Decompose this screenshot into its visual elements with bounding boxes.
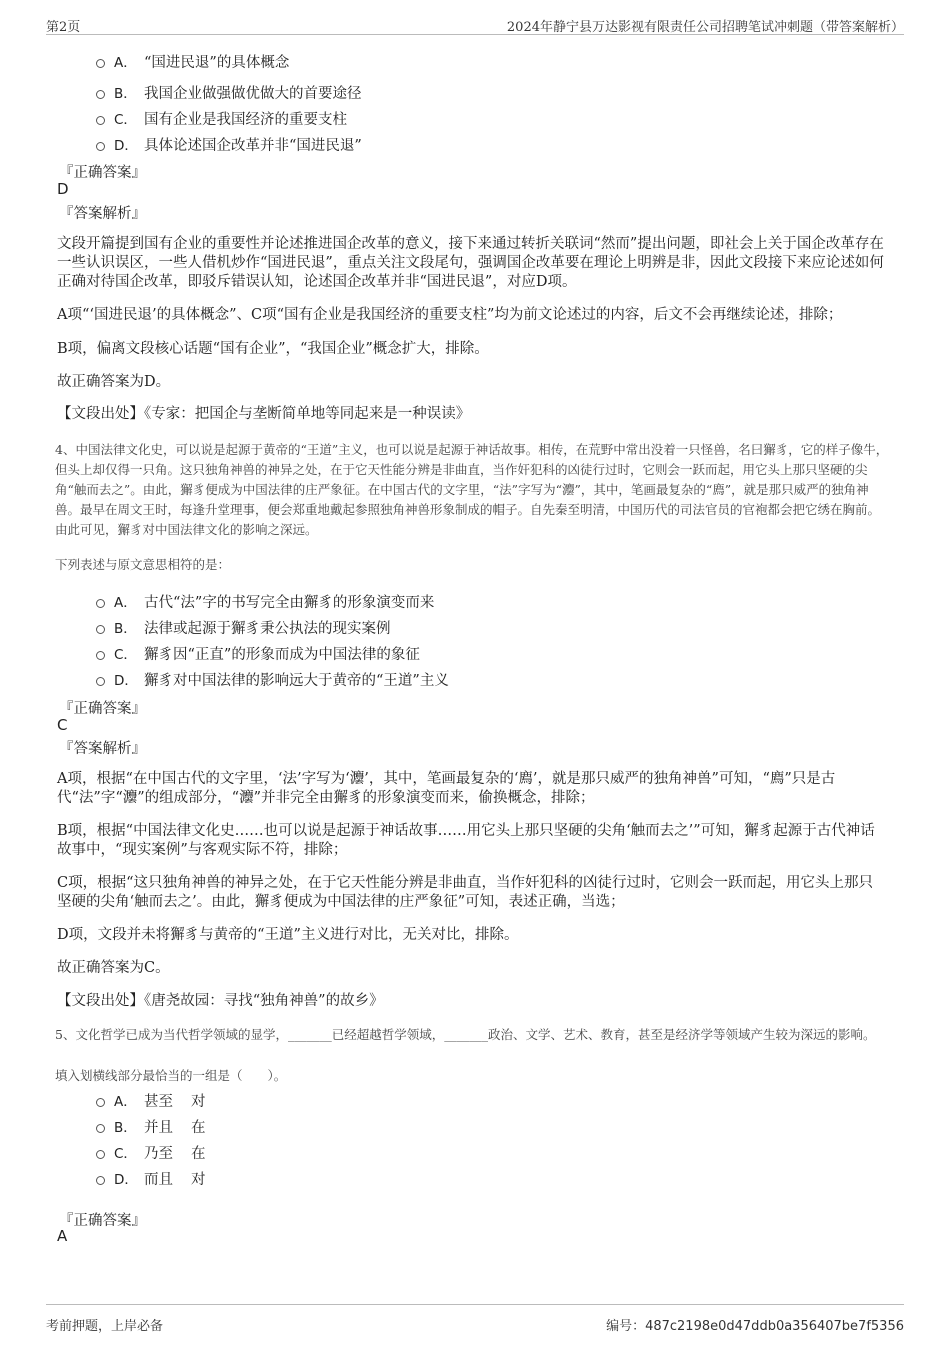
document-title: 2024年静宁县万达影视有限责任公司招聘笔试冲刺题（带答案解析） [506,20,904,35]
q5-prompt: 填入划横线部分最恰当的一组是（ ）。 [55,1068,287,1083]
page-header [46,12,904,35]
q3-option-c[interactable]: C． 国有企业是我国经济的重要支柱 [96,108,347,129]
q5-option-d[interactable]: D． 而且 对 [96,1168,206,1189]
radio-icon[interactable] [96,1150,105,1159]
q4-analysis-label: 『答案解析』 [59,741,146,757]
footer-slogan: 考前押题，上岸必备 [46,1319,164,1334]
q4-option-b[interactable]: B． 法律或起源于獬豸秉公执法的现实案例 [96,617,391,638]
radio-icon[interactable] [96,116,105,125]
radio-icon[interactable] [96,1176,105,1185]
q4-prompt: 下列表述与原文意思相符的是： [55,557,231,572]
q4-option-c[interactable]: C． 獬豸因“正直”的形象而成为中国法律的象征 [96,643,420,664]
q4-source: 【文段出处】《唐尧故园：寻找“独角神兽”的故乡》 [57,993,384,1009]
q3-analysis-2: A项“‘国进民退’的具体概念”、C项“国有企业是我国经济的重要支柱”均为前文论述过的内容，后文不会再继续论述，排除； [57,307,843,323]
radio-icon[interactable] [96,1124,105,1133]
q4-analysis-conclusion: 故正确答案为C。 [57,960,170,976]
q3-option-a[interactable]: A． “国进民退”的具体概念 [96,51,289,72]
radio-icon[interactable] [96,677,105,686]
q4-analysis-d: D项，文段并未将獬豸与黄帝的“王道”主义进行对比，无关对比，排除。 [57,927,519,943]
radio-icon[interactable] [96,625,105,634]
page-footer [46,1304,904,1335]
q4-analysis-b: B项，根据“中国法律文化史……也可以说是起源于神话故事……用它头上那只坚硬的尖角‘触而去之’”可知，獬豸起源于古代神话故事中，“现实案例”与客观实际不符，排除； [57,823,875,858]
q5-answer: A [57,1227,68,1245]
radio-icon[interactable] [96,59,105,68]
q4-analysis-c: C项，根据“这只独角神兽的神异之处，在于它天性能分辨是非曲直，当作奸犯科的凶徒行过时，它则会一跃而起，用它头上那只坚硬的尖角‘触而去之’。由此，獬豸便成为中国法律的庄严象征”可知，表述正确，当选； [57,875,874,910]
q5-option-b[interactable]: B． 并且 在 [96,1116,206,1137]
q3-answer: D [57,180,69,198]
document-code: 编号：487c2198e0d47ddb0a356407be7f5356 [606,1319,904,1334]
q5-passage: 5、文化哲学已成为当代哲学领域的显学，_______已经超越哲学领域，_______政治、文学、艺术、教育，甚至是经济学等领域产生较为深远的影响。 [55,1027,876,1042]
q5-option-c[interactable]: C． 乃至 在 [96,1142,206,1163]
q4-option-a[interactable]: A． 古代“法”字的书写完全由獬豸的形象演变而来 [96,591,434,612]
q4-analysis-a: A项，根据“在中国古代的文字里，‘法’字写为‘灋’，其中，笔画最复杂的‘廌’，就是那只威严的独角神兽”可知，“廌”只是古代“法”字“灋”的组成部分，“灋”并非完全由獬豸的形象演变而来，偷换概念，排除； [57,771,836,806]
q3-analysis-3: B项，偏离文段核心话题“国有企业”，“我国企业”概念扩大，排除。 [57,341,489,357]
q3-option-b[interactable]: B． 我国企业做强做优做大的首要途径 [96,82,362,103]
q4-answer-label: 『正确答案』 [59,701,146,717]
radio-icon[interactable] [96,142,105,151]
q3-option-d[interactable]: D． 具体论述国企改革并非“国进民退” [96,134,362,155]
q5-option-a[interactable]: A． 甚至 对 [96,1090,206,1111]
q3-analysis-4: 故正确答案为D。 [57,374,171,390]
q4-answer: C [57,716,68,734]
radio-icon[interactable] [96,90,105,99]
q4-passage: 4、中国法律文化史，可以说是起源于黄帝的“王道”主义，也可以说是起源于神话故事。相传，在荒野中常出没着一只怪兽，名曰獬豸，它的样子像牛，但头上却仅得一只角。这只独角神兽的神异之处，在于它天性能分辨是非曲直，当作奸犯科的凶徒行过时，它则会一跃而起，用它头上那只坚硬的尖角“触而去之”。由此，獬豸便成为中国法律的庄严象征。在中国古代的文字里，“法”字写为“灋”，其中，笔画最复杂的“廌”，就是那只威严的独角神兽。最早在周文王时，每逢升堂理事，便会郑重地戴起参照独角神兽形象制成的帽子。自先秦至明清，中国历代的司法官员的官袍都会把它绣在胸前。由此可见，獬豸对中国法律文化的影响之深远。 [55,442,889,537]
q4-option-d[interactable]: D． 獬豸对中国法律的影响远大于黄帝的“王道”主义 [96,669,449,690]
q3-analysis-label: 『答案解析』 [59,206,146,222]
page-number: 第2页 [46,20,81,35]
radio-icon[interactable] [96,599,105,608]
q3-analysis-1: 文段开篇提到国有企业的重要性并论述推进国企改革的意义，接下来通过转折关联词“然而”提出问题，即社会上关于国企改革存在一些认识误区，一些人借机炒作“国进民退”，重点关注文段尾句，强调国企改革要在理论上明辨是非，因此文段接下来应论述如何正确对待国企改革，即驳斥错误认知，论述国企改革并非“国进民退”，对应D项。 [57,236,884,290]
q5-answer-label: 『正确答案』 [59,1213,146,1229]
q3-answer-label: 『正确答案』 [59,165,146,181]
radio-icon[interactable] [96,651,105,660]
radio-icon[interactable] [96,1098,105,1107]
q3-source: 【文段出处】《专家：把国企与垄断简单地等同起来是一种误读》 [57,406,471,422]
